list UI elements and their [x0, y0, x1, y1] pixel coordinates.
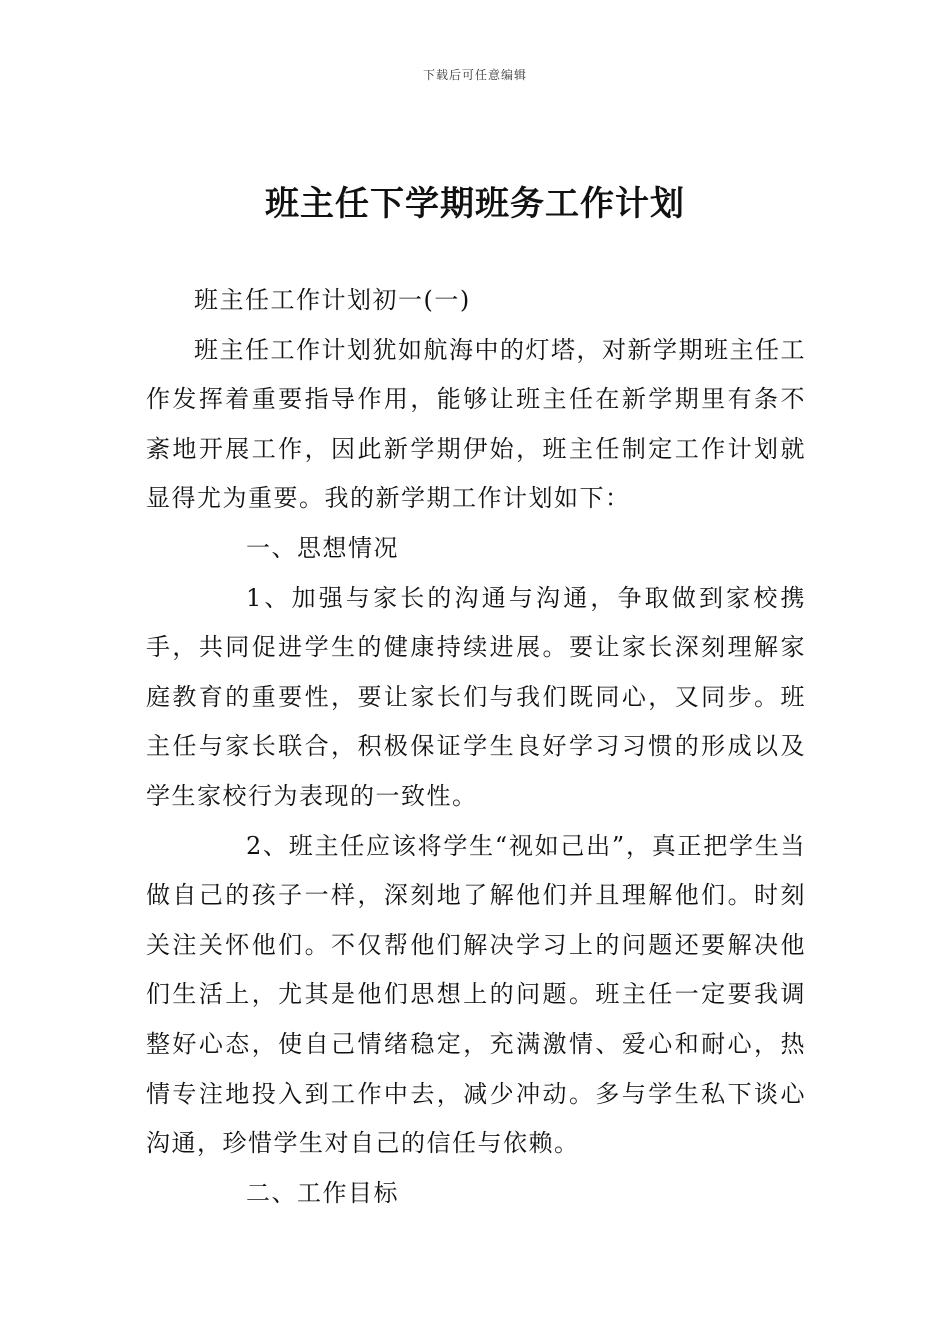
section-heading-goals: 二、工作目标 [246, 1178, 399, 1207]
subtitle-paragraph: 班主任工作计划初一(一) [194, 286, 471, 314]
section-heading-thinking: 一、思想情况 [246, 533, 399, 562]
document-title: 班主任下学期班务工作计划 [265, 184, 685, 224]
header-note: 下载后可任意编辑 [422, 68, 527, 82]
item-paragraph-2: 2、班主任应该将学生“视如己出”，真正把学生当做自己的孩子一样，深刻地了解他们并且理解他们。时刻关注关怀他们。不仅帮他们解决学习上的问题还要解决他们生活上，尤其是他们思想上的问题。班主任一定要我调整好心态，使自己情绪稳定，充满激情、爱心和耐心，热情专注地投入到工作中去，减少冲动。多与学生私下谈心沟通，珍惜学生对自己的信任与依赖。 [146, 831, 806, 1158]
document-body [146, 276, 806, 1218]
intro-paragraph: 班主任工作计划犹如航海中的灯塔，对新学期班主任工作发挥着重要指导作用，能够让班主任在新学期里有条不紊地开展工作，因此新学期伊始，班主任制定工作计划就显得尤为重要。我的新学期工作计划如下： [146, 335, 806, 513]
item-paragraph-1: 1、加强与家长的沟通与沟通，争取做到家校携手，共同促进学生的健康持续进展。要让家长深刻理解家庭教育的重要性，要让家长们与我们既同心，又同步。班主任与家长联合，积极保证学生良好学习习惯的形成以及学生家校行为表现的一致性。 [146, 583, 806, 810]
